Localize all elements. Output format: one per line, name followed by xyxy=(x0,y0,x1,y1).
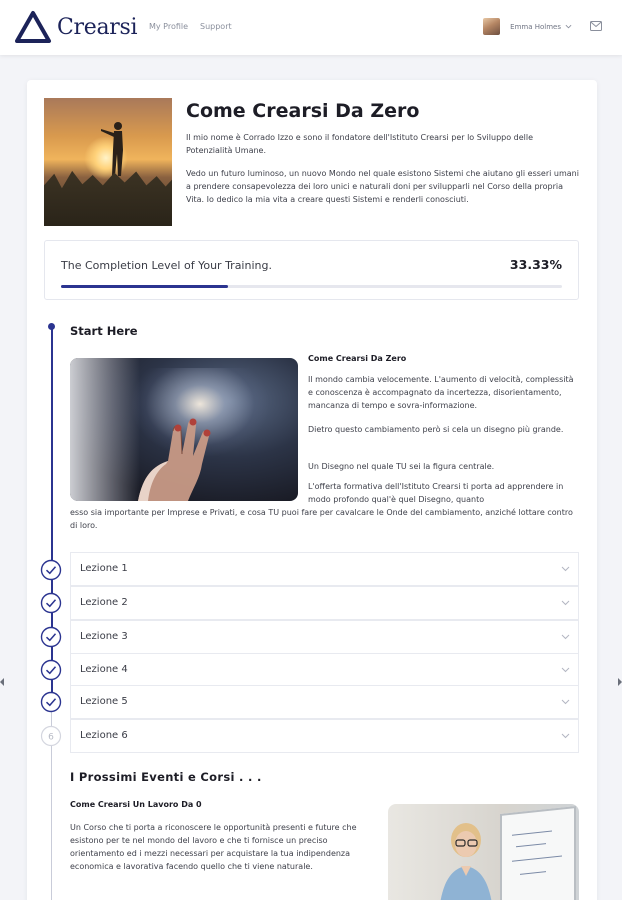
start-paragraph-3: Un Disegno nel quale TU sei la figura centrale. xyxy=(308,462,495,471)
chevron-down-icon xyxy=(561,733,570,739)
chevron-down-icon xyxy=(561,600,570,606)
user-name: Emma Holmes xyxy=(510,22,561,31)
mail-icon[interactable] xyxy=(590,21,602,31)
events-title: I Prossimi Eventi e Corsi . . . xyxy=(70,770,262,784)
event-description: Un Corso che ti porta a riconoscere le opportunità presenti e future che esistono per te nel mondo del lavoro e che ti fornisce un preciso orientamento ed i mezzi necessari per acquistare la tua indipendenza economica e lavorativa facendo quello che ti viene naturale. xyxy=(70,823,357,871)
check-circle-icon xyxy=(40,691,62,713)
nav-support[interactable]: Support xyxy=(200,22,232,31)
avatar xyxy=(483,18,500,35)
whiteboard xyxy=(500,806,576,900)
start-paragraph-1: Il mondo cambia velocemente. L'aumento di velocità, complessità e conoscenza è accompagnato da incertezza, disorientamento, mancanza di tempo e sovra-informazione. xyxy=(308,375,574,410)
lesson-label: Lezione 3 xyxy=(80,631,128,642)
lesson-4[interactable] xyxy=(70,653,579,687)
start-paragraph-2: Dietro questo cambiamento però si cela un disegno più grande. xyxy=(308,425,564,434)
triangle-logo-icon xyxy=(14,10,52,44)
start-heading: Come Crearsi Da Zero xyxy=(308,354,407,363)
progress-track xyxy=(61,285,562,288)
lesson-2[interactable] xyxy=(70,586,579,620)
event-heading[interactable]: Come Crearsi Un Lavoro Da 0 xyxy=(70,800,202,809)
lesson-1[interactable] xyxy=(70,552,579,586)
start-paragraph-4: L'offerta formativa dell'Istituto Crearsi ti porta ad apprendere in modo profondo qual'è quel Disegno, quanto xyxy=(308,482,564,504)
lesson-label: Lezione 6 xyxy=(80,730,128,741)
chevron-down-icon xyxy=(565,23,572,30)
progress-label: The Completion Level of Your Training. xyxy=(61,259,272,272)
top-navigation-bar xyxy=(0,0,622,55)
course-hero-image xyxy=(44,98,172,226)
lesson-label: Lezione 5 xyxy=(80,696,128,707)
start-here-title: Start Here xyxy=(70,324,138,338)
lesson-5[interactable] xyxy=(70,685,579,719)
user-menu[interactable] xyxy=(483,18,572,35)
presenter-icon xyxy=(428,814,508,900)
timeline-start-dot xyxy=(48,323,55,330)
course-intro-1: Il mio nome è Corrado Izzo e sono il fondatore dell'Istituto Crearsi per lo Sviluppo delle Potenzialità Umane. xyxy=(186,133,534,155)
check-circle-icon xyxy=(40,559,62,581)
progress-value: 33.33% xyxy=(509,257,562,272)
progress-fill xyxy=(61,285,228,288)
course-intro-2: Vedo un futuro luminoso, un nuovo Mondo nel quale esistono Sistemi che aiutano gli esseri umani a prendere consapevolezza dei loro unici e naturali doni per svilupparli nel Corso della propria Vita. Io dedico la mia vita a creare questi Sistemi e renderli conosciuti. xyxy=(186,169,579,204)
lesson-3[interactable] xyxy=(70,620,579,654)
chevron-down-icon xyxy=(561,667,570,673)
brand-logo[interactable] xyxy=(14,10,137,44)
scroll-right-arrow-icon[interactable] xyxy=(618,678,622,686)
open-hand-icon xyxy=(118,406,238,501)
chevron-down-icon xyxy=(561,634,570,640)
start-section-image xyxy=(70,358,298,501)
completion-progress-box xyxy=(44,240,579,300)
check-circle-icon xyxy=(40,659,62,681)
start-paragraph-4-cont: esso sia importante per Imprese e Privati, e cosa TU puoi fare per cavalcare le Onde del cambiamento, anziché lottare contro di loro. xyxy=(70,508,573,530)
lesson-label: Lezione 1 xyxy=(80,563,128,574)
lesson-number-icon xyxy=(40,725,62,747)
course-title: Come Crearsi Da Zero xyxy=(186,100,420,122)
brand-name: Crearsi xyxy=(57,14,138,40)
nav-my-profile[interactable]: My Profile xyxy=(149,22,189,31)
lesson-6[interactable] xyxy=(70,719,579,753)
chevron-down-icon xyxy=(561,699,570,705)
lesson-label: Lezione 2 xyxy=(80,597,128,608)
lesson-6-number: 6 xyxy=(48,732,54,743)
course-card xyxy=(27,80,597,900)
event-image[interactable] xyxy=(388,804,579,900)
check-circle-icon xyxy=(40,626,62,648)
man-silhouette-icon xyxy=(100,120,130,178)
check-circle-icon xyxy=(40,592,62,614)
lesson-label: Lezione 4 xyxy=(80,664,128,675)
chevron-down-icon xyxy=(561,566,570,572)
scroll-left-arrow-icon[interactable] xyxy=(0,678,4,686)
